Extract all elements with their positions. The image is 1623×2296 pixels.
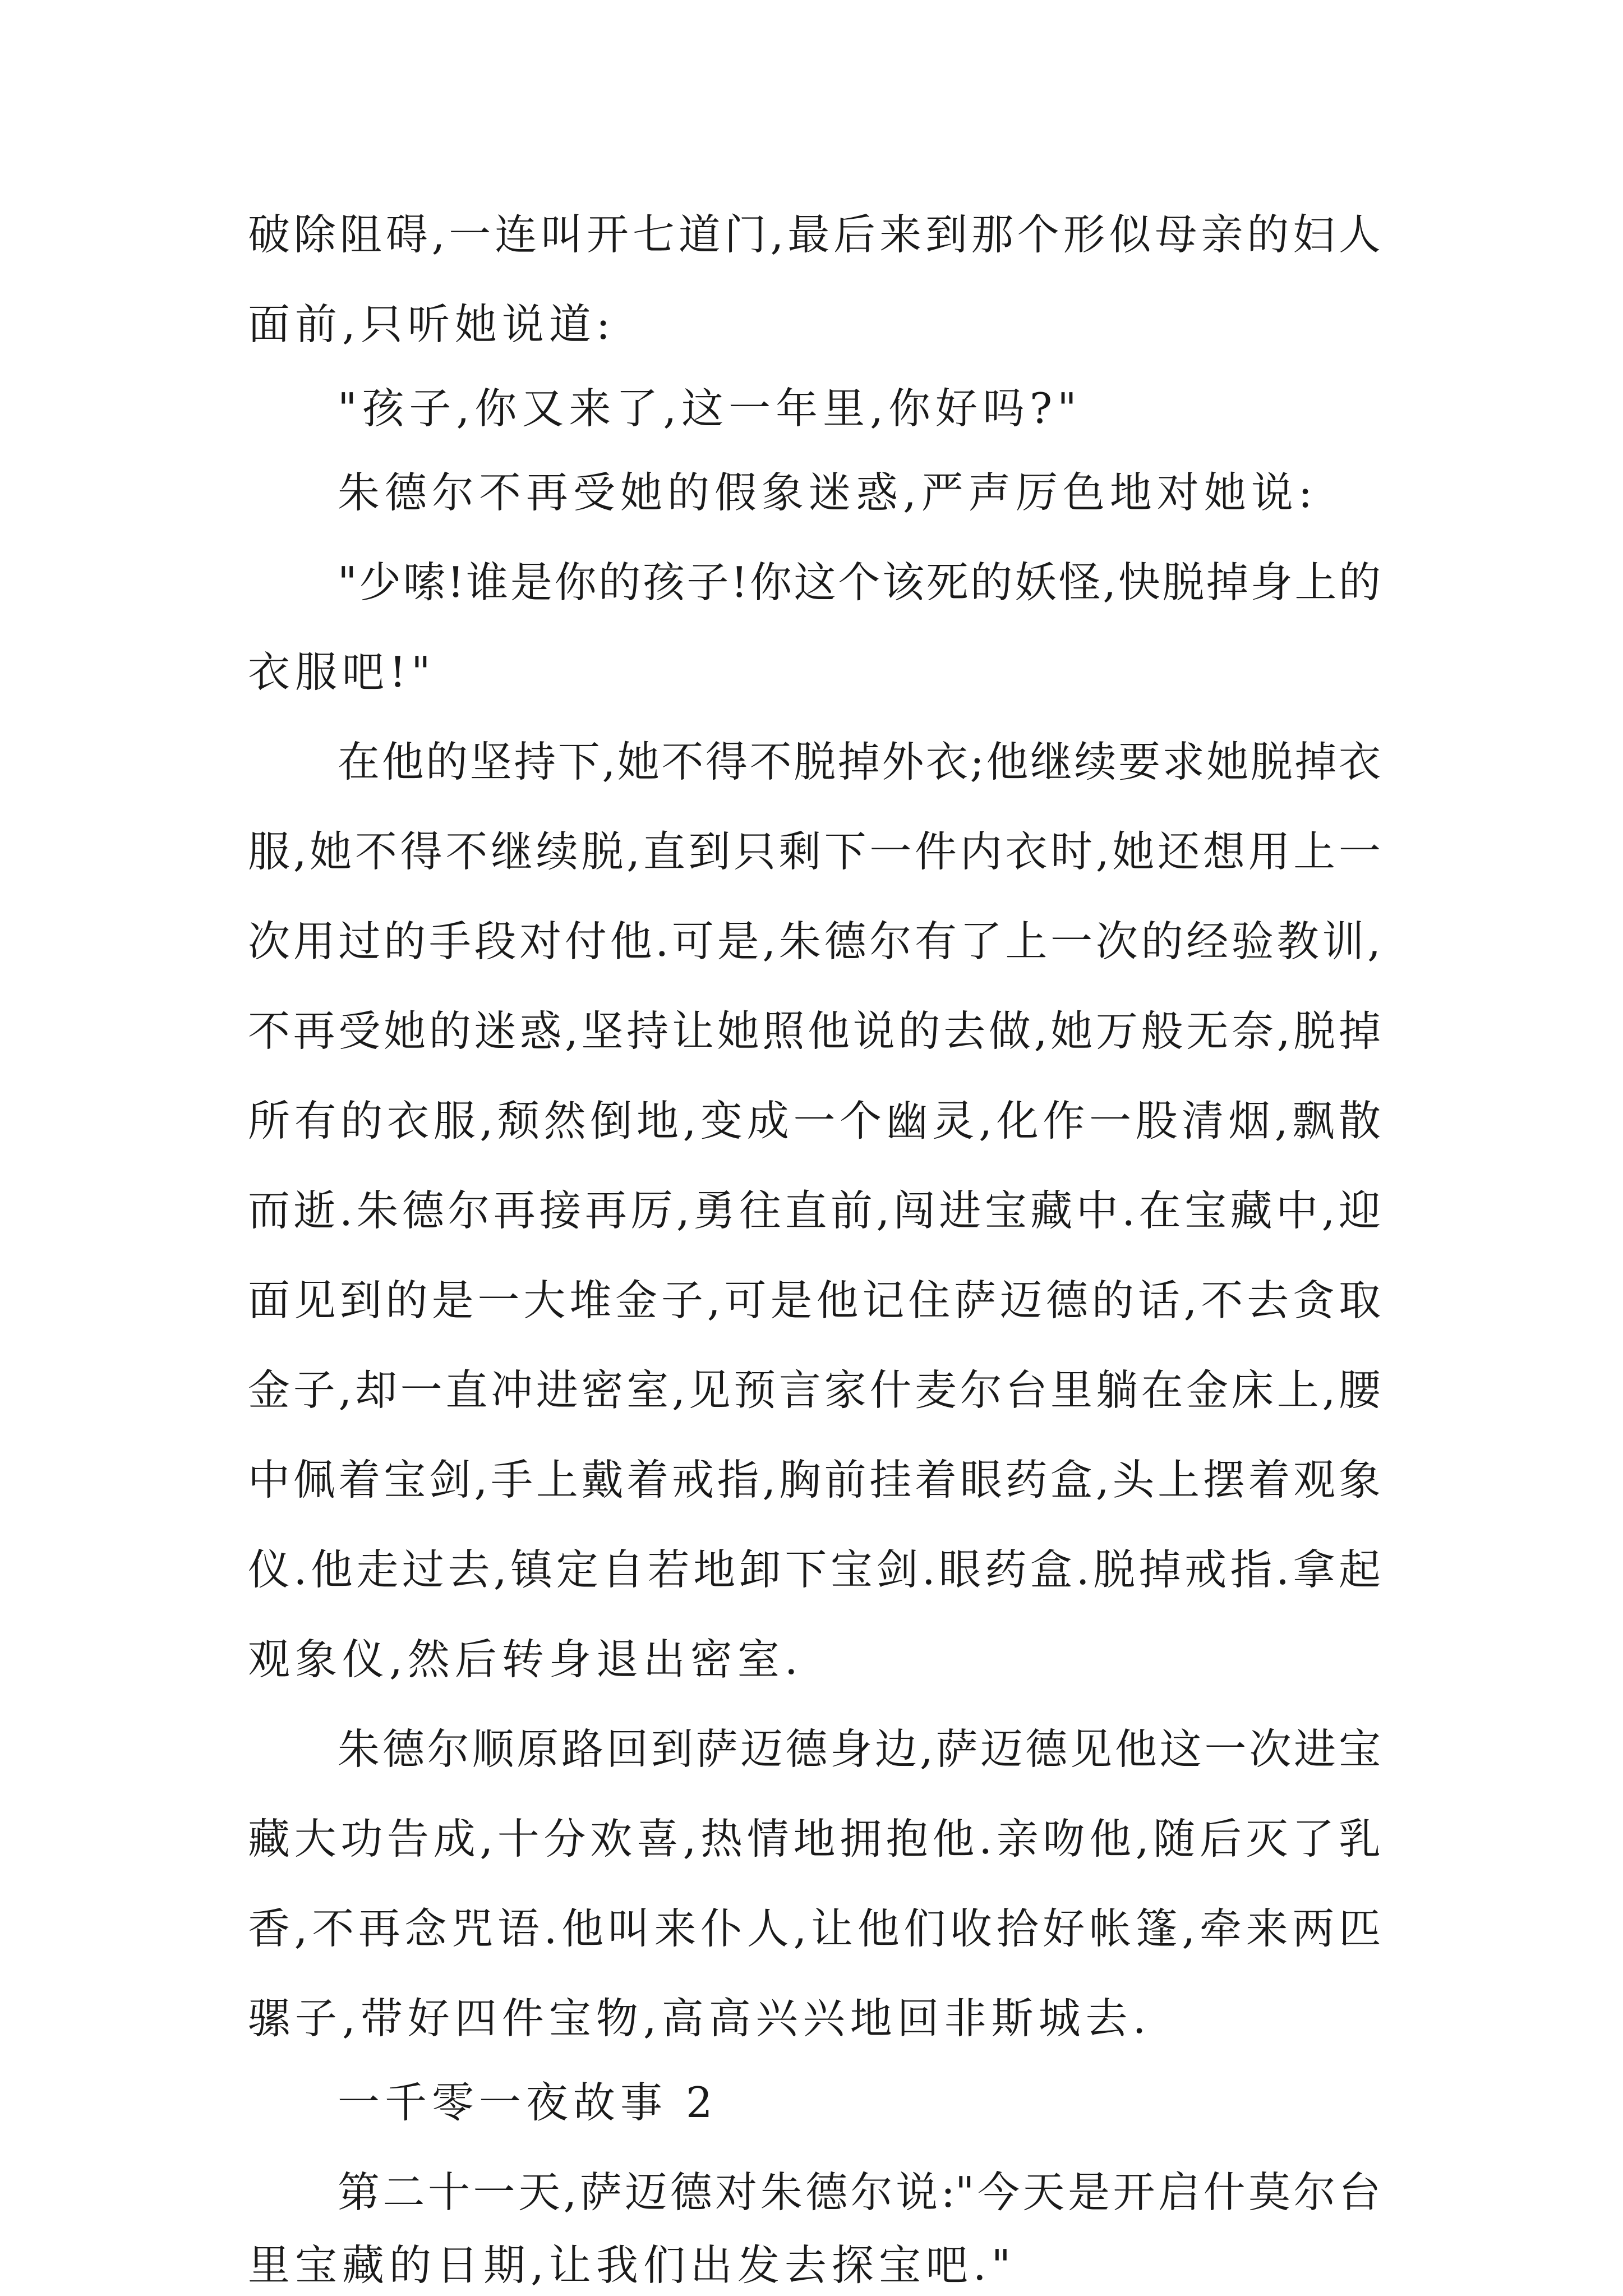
text-line: 不再受她的迷惑,坚持让她照他说的去做,她万般无奈,脱掉 bbox=[248, 1006, 1381, 1056]
text-line: "少嗦!谁是你的孩子!你这个该死的妖怪,快脱掉身上的 bbox=[338, 558, 1381, 607]
text-line: 中佩着宝剑,手上戴着戒指,胸前挂着眼药盒,头上摆着观象 bbox=[248, 1455, 1381, 1504]
text-line: 观象仪,然后转身退出密室. bbox=[248, 1635, 803, 1684]
text-line: 在他的坚持下,她不得不脱掉外衣;他继续要求她脱掉衣 bbox=[338, 737, 1381, 786]
text-line: 所有的衣服,颓然倒地,变成一个幽灵,化作一股清烟,飘散 bbox=[248, 1096, 1381, 1145]
text-line: 香,不再念咒语.他叫来仆人,让他们收拾好帐篷,牵来两匹 bbox=[248, 1904, 1381, 1953]
text-line: 第二十一天,萨迈德对朱德尔说:"今天是开启什莫尔台 bbox=[338, 2168, 1381, 2217]
text-line: 里宝藏的日期,让我们出发去探宝吧." bbox=[248, 2240, 1016, 2290]
text-line: 面见到的是一大堆金子,可是他记住萨迈德的话,不去贪取 bbox=[248, 1276, 1381, 1325]
text-line: 朱德尔不再受她的假象迷惑,严声厉色地对她说: bbox=[338, 468, 1318, 517]
text-line: "孩子,你又来了,这一年里,你好吗?" bbox=[338, 384, 1082, 433]
text-line: 次用过的手段对付他.可是,朱德尔有了上一次的经验教训, bbox=[248, 917, 1381, 966]
section-heading: 一千零一夜故事 2 bbox=[338, 2078, 718, 2127]
text-line: 仪.他走过去,镇定自若地卸下宝剑.眼药盒.脱掉戒指.拿起 bbox=[248, 1545, 1381, 1594]
text-line: 破除阻碍,一连叫开七道门,最后来到那个形似母亲的妇人 bbox=[248, 210, 1381, 259]
text-line: 藏大功告成,十分欢喜,热情地拥抱他.亲吻他,随后灭了乳 bbox=[248, 1814, 1381, 1864]
text-line: 而逝.朱德尔再接再厉,勇往直前,闯进宝藏中.在宝藏中,迎 bbox=[248, 1186, 1381, 1235]
text-line: 骡子,带好四件宝物,高高兴兴地回非斯城去. bbox=[248, 1994, 1151, 2043]
text-line: 金子,却一直冲进密室,见预言家什麦尔台里躺在金床上,腰 bbox=[248, 1365, 1381, 1415]
text-line: 衣服吧!" bbox=[248, 647, 436, 697]
text-line: 面前,只听她说道: bbox=[248, 300, 616, 349]
text-line: 服,她不得不继续脱,直到只剩下一件内衣时,她还想用上一 bbox=[248, 827, 1381, 876]
text-line: 朱德尔顺原路回到萨迈德身边,萨迈德见他这一次进宝 bbox=[338, 1724, 1381, 1774]
